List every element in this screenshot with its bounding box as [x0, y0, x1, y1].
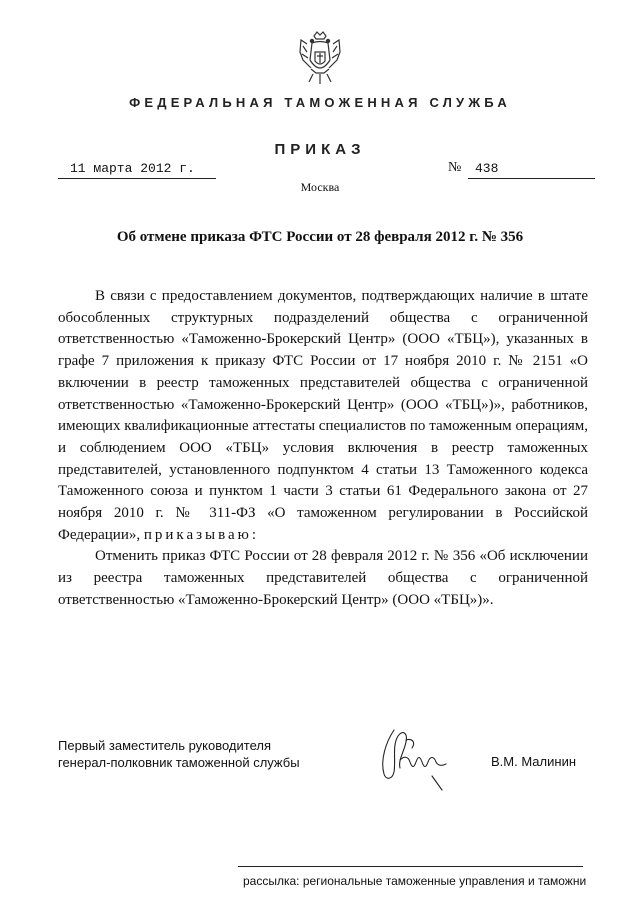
distribution-divider: [238, 866, 583, 867]
order-date: 11 марта 2012 г.: [70, 161, 195, 176]
order-date-field: [58, 161, 216, 179]
paragraph-order: Отменить приказ ФТС России от 28 февраля 2012 г. № 356 «Об исключении из реестра таможенных представителей общества с ограниченной ответственностью «Таможенно-Брокерский Центр» (ООО «ТБЦ»)».: [58, 548, 588, 608]
number-sign: №: [448, 160, 462, 175]
signer-name: В.М. Малинин: [491, 754, 577, 769]
document-body: [58, 286, 588, 612]
signer-position-line2: генерал-полковник таможенной службы: [58, 755, 300, 770]
document-title: Об отмене приказа ФТС России от 28 февраля 2012 г. № 356: [116, 229, 524, 245]
signer-position: [58, 737, 300, 771]
order-number: 438: [475, 161, 499, 176]
agency-name: ФЕДЕРАЛЬНАЯ ТАМОЖЕННАЯ СЛУЖБА: [129, 95, 511, 110]
signer-position-line1: Первый заместитель руководителя: [58, 738, 272, 753]
preamble-text: В связи с предоставлением документов, подтверждающих наличие в штате обособленных структурных подразделений общества с ограниченной ответственностью «Таможенно-Брокерский Центр» (ООО «ТБЦ»), указанных в графе 7 приложения к приказу ФТС России от 17 ноября 2010 г. № 2151 «О включении в реестр таможенных представителей общества с ограниченной ответственностью «Таможенно-Брокерский Центр» (ООО «ТБЦ»)», работников, имеющих квалификационные аттестаты специалистов по таможенным операциям, и соблюдением ООО «ТБЦ» условия включения в реестр таможенных представителей, установленного подпунктом 4 статьи 13 Таможенного кодекса Таможенного союза и пунктом 1 части 3 статьи 61 Федерального закона от 27 ноября 2010 г. № 311-ФЗ «О таможенном регулировании в Российской Федерации»,: [58, 288, 588, 543]
city: Москва: [300, 180, 340, 194]
coat-of-arms-icon: [297, 30, 343, 88]
handwritten-signature-icon: [372, 716, 452, 792]
order-word: приказываю:: [143, 526, 260, 543]
document-type: ПРИКАЗ: [274, 141, 366, 158]
order-number-field: [468, 161, 595, 179]
paragraph-preamble: [58, 286, 588, 546]
distribution-list: рассылка: региональные таможенные управления и таможни: [243, 874, 587, 888]
